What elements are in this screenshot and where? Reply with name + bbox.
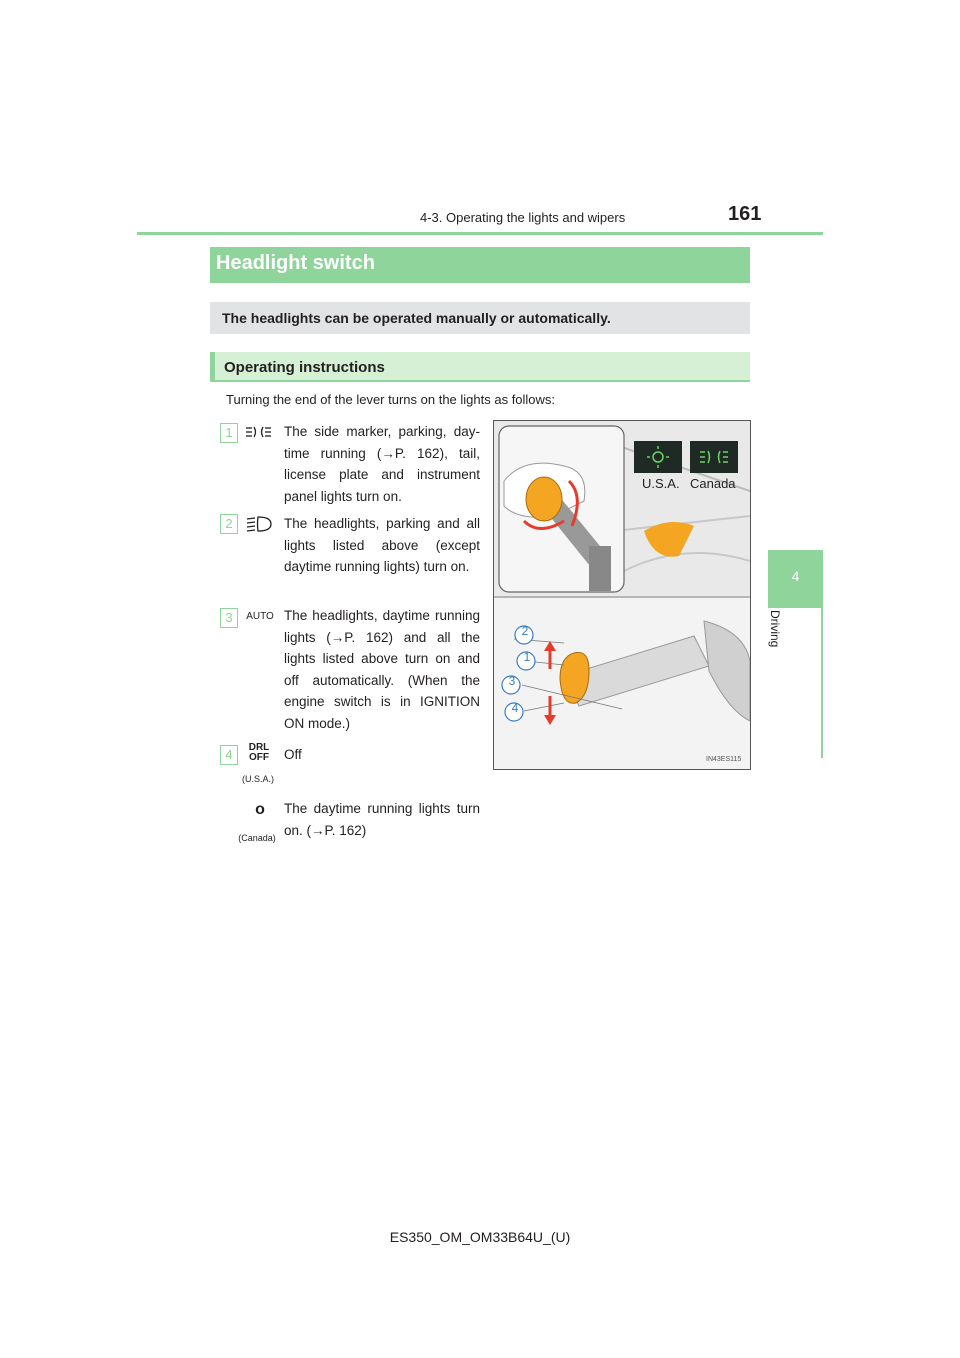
item-text-3: The headlights, daytime running lights (→P. 162) and all the lights listed above turn on and off automatically. (When the engine switch is in IGNITION ON mode.) [284, 608, 480, 731]
item-text-5: The daytime running lights turn on. (→P. 162) [284, 801, 480, 838]
canada-caption: (Canada) [238, 833, 276, 843]
item-number-4: 4 [220, 745, 238, 765]
illustration-code: IN43ES115 [706, 756, 742, 763]
callout-3: 3 [508, 674, 516, 688]
header-rule [137, 232, 823, 235]
intro-text: Turning the end of the lever turns on the lights as follows: [226, 392, 556, 407]
callout-4: 4 [511, 701, 519, 715]
headlight-icon [244, 514, 274, 539]
position-light-icon [244, 423, 274, 446]
canada-label: Canada [690, 476, 736, 491]
drl-symbol: o [255, 801, 265, 818]
item-number-2: 2 [220, 514, 238, 534]
auto-symbol: AUTO [246, 611, 274, 622]
headlight-switch-illustration [493, 420, 751, 770]
item-text-4: Off [284, 747, 302, 762]
summary-text: The headlights can be operated manually or automatically. [222, 310, 611, 326]
section-header: 4-3. Operating the lights and wipers [420, 210, 626, 225]
item-text-2: The headlights, parking and all lights listed above (except daytime running lights) turn on. [284, 516, 480, 574]
item-text-1: The side marker, parking, day-time running (→P. 162), tail, license plate and instrument panel lights turn on. [284, 424, 480, 504]
item-number-3: 3 [220, 608, 238, 628]
callout-1: 1 [523, 650, 531, 664]
drl-off-symbol: DRL OFF [248, 742, 270, 763]
item-number-1: 1 [220, 423, 238, 443]
chapter-number: 4 [791, 568, 800, 584]
usa-label: U.S.A. [642, 476, 680, 491]
chapter-rule [821, 608, 823, 758]
subheading-accent [210, 352, 215, 382]
callout-2: 2 [521, 624, 529, 638]
usa-caption: (U.S.A.) [241, 774, 274, 784]
subheading: Operating instructions [224, 359, 385, 376]
document-code: ES350_OM_OM33B64U_(U) [389, 1229, 571, 1245]
chapter-label: Driving [768, 610, 782, 648]
page-number: 161 [728, 203, 762, 225]
page-title: Headlight switch [216, 252, 375, 274]
